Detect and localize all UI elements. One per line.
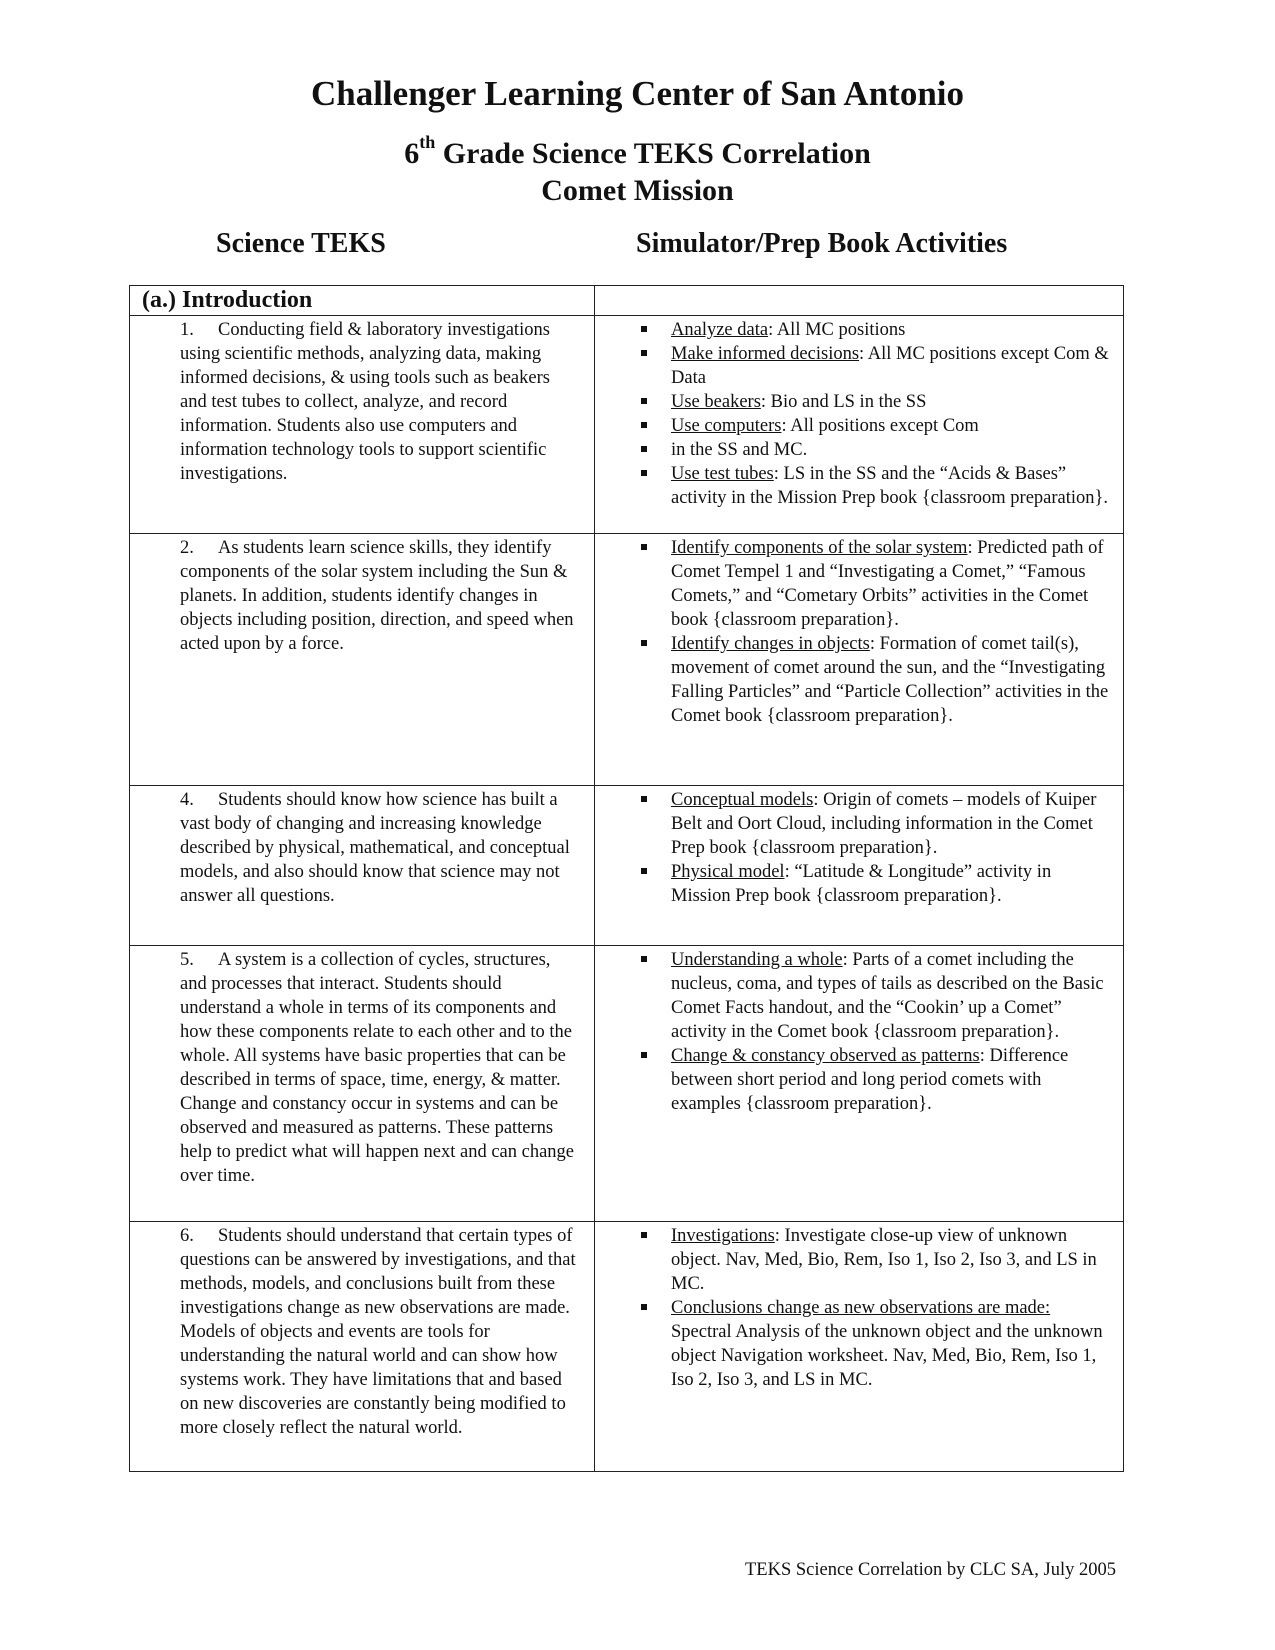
square-bullet-icon bbox=[641, 1052, 647, 1058]
teks-description: As students learn science skills, they identify components of the solar system including the Sun & planets. In addition, students identify changes in objects including position, direction, and speed when acted upon by a force. bbox=[180, 538, 574, 654]
square-bullet-icon bbox=[641, 796, 647, 802]
square-bullet-icon bbox=[641, 868, 647, 874]
section-empty-cell bbox=[595, 286, 1124, 316]
square-bullet-icon bbox=[641, 470, 647, 476]
activity-text: : LS in the SS and the “Acids & Bases” activity in the Mission Prep book {classroom preparation}. bbox=[671, 464, 1109, 508]
teks-number: 4. bbox=[180, 790, 194, 810]
activity-text: : All MC positions bbox=[768, 320, 906, 340]
section-heading: (a.) Introduction bbox=[130, 286, 595, 316]
teks-cell bbox=[130, 1222, 595, 1472]
square-bullet-icon bbox=[641, 1304, 647, 1310]
square-bullet-icon bbox=[641, 640, 647, 646]
table-row bbox=[130, 946, 1124, 1222]
activity-item bbox=[639, 1044, 1111, 1116]
teks-text bbox=[130, 316, 594, 486]
activity-text: : Origin of comets – models of Kuiper Belt and Oort Cloud, including information in the Comet Prep book {classroom preparation}. bbox=[671, 790, 1097, 858]
footer-note: TEKS Science Correlation by CLC SA, July 2005 bbox=[745, 1560, 1116, 1580]
table-row bbox=[130, 786, 1124, 946]
activity-item bbox=[639, 860, 1111, 908]
activity-list bbox=[595, 1222, 1123, 1392]
activity-list bbox=[595, 534, 1123, 728]
activity-item bbox=[639, 414, 1111, 438]
activity-label: Conceptual models bbox=[671, 790, 814, 810]
activities-cell bbox=[595, 316, 1124, 534]
teks-cell bbox=[130, 534, 595, 786]
square-bullet-icon bbox=[641, 350, 647, 356]
activity-list bbox=[595, 316, 1123, 510]
activity-label: Analyze data bbox=[671, 320, 769, 340]
table-row bbox=[130, 316, 1124, 534]
square-bullet-icon bbox=[641, 446, 647, 452]
activity-text: : All MC positions except Com & Data bbox=[671, 344, 1109, 388]
activities-cell bbox=[595, 1222, 1124, 1472]
square-bullet-icon bbox=[641, 422, 647, 428]
teks-text bbox=[130, 786, 594, 908]
activity-text: : Bio and LS in the SS bbox=[760, 392, 927, 412]
activity-text: : Parts of a comet including the nucleus, coma, and types of tails as described on the Basic Comet Facts handout, and the “Cookin’ up a Comet” activity in the Comet book {classroom preparation}. bbox=[671, 950, 1104, 1042]
activity-text: : Difference between short period and long period comets with examples {classroom preparation}. bbox=[671, 1046, 1069, 1114]
activity-item bbox=[639, 536, 1111, 632]
activity-item bbox=[639, 462, 1111, 510]
mission-title: Comet Mission bbox=[541, 174, 734, 207]
grade-suffix: th bbox=[419, 132, 436, 152]
activities-cell bbox=[595, 946, 1124, 1222]
teks-text bbox=[130, 1222, 594, 1440]
grade-number: 6 bbox=[404, 137, 420, 170]
activity-text: : Investigate close-up view of unknown object. Nav, Med, Bio, Rem, Iso 1, Iso 2, Iso 3, and LS in MC. bbox=[671, 1226, 1097, 1294]
table-row bbox=[130, 1222, 1124, 1472]
activity-item bbox=[639, 1296, 1111, 1392]
activity-label: Identify components of the solar system bbox=[671, 538, 968, 558]
teks-number: 2. bbox=[180, 538, 194, 558]
activity-item bbox=[639, 632, 1111, 728]
activity-label: Investigations bbox=[671, 1226, 775, 1246]
activity-label: Use computers bbox=[671, 416, 782, 436]
teks-number: 6. bbox=[180, 1226, 194, 1246]
activity-text: Spectral Analysis of the unknown object and the unknown object Navigation worksheet. Nav, Med, Bio, Rem, Iso 1, Iso 2, Iso 3, and LS in MC. bbox=[671, 1322, 1103, 1390]
document-subtitle bbox=[0, 132, 1275, 171]
activity-item bbox=[639, 318, 1111, 342]
square-bullet-icon bbox=[641, 326, 647, 332]
activity-item bbox=[639, 438, 1111, 462]
activity-item bbox=[639, 1224, 1111, 1296]
activity-text: : Formation of comet tail(s), movement of comet around the sun, and the “Investigating Falling Particles” and “Particle Collection” activities in the Comet book {classroom preparation}. bbox=[671, 634, 1109, 726]
activity-list bbox=[595, 946, 1123, 1116]
teks-number: 1. bbox=[180, 320, 194, 340]
activity-item bbox=[639, 390, 1111, 414]
activity-text: : “Latitude & Longitude” activity in Mission Prep book {classroom preparation}. bbox=[671, 862, 1052, 906]
activity-label: Make informed decisions bbox=[671, 344, 860, 364]
activity-label: Use beakers bbox=[671, 392, 761, 412]
activity-text: : Predicted path of Comet Tempel 1 and “Investigating a Comet,” “Famous Comets,” and “Cometary Orbits” activities in the Comet book {classroom preparation}. bbox=[671, 538, 1104, 630]
square-bullet-icon bbox=[641, 398, 647, 404]
teks-description: Conducting field & laboratory investigations using scientific methods, analyzing data, making informed decisions, & using tools such as beakers and test tubes to collect, analyze, and record information. Students also use computers and information technology tools to support scientific investigations. bbox=[180, 320, 550, 484]
document-title: Challenger Learning Center of San Antonio bbox=[310, 74, 965, 113]
teks-cell bbox=[130, 316, 595, 534]
teks-cell bbox=[130, 946, 595, 1222]
teks-number: 5. bbox=[180, 950, 194, 970]
teks-description: A system is a collection of cycles, structures, and processes that interact. Students should understand a whole in terms of its components and how these components relate to each other and to the whole. All systems have basic properties that can be described in terms of space, time, energy, & matter. Change and constancy occur in systems and can be observed and measured as patterns. These patterns help to predict what will happen next and can change over time. bbox=[180, 950, 575, 1186]
activity-label: Physical model bbox=[671, 862, 785, 882]
activity-item bbox=[639, 788, 1111, 860]
teks-description: Students should know how science has built a vast body of changing and increasing knowledge described by physical, mathematical, and conceptual models, and also should know that science may not answer all questions. bbox=[180, 790, 570, 906]
activity-text: : All positions except Com bbox=[781, 416, 979, 436]
activity-label: Understanding a whole bbox=[671, 950, 843, 970]
activity-label: Conclusions change as new observations are made: bbox=[671, 1298, 1051, 1318]
square-bullet-icon bbox=[641, 1232, 647, 1238]
square-bullet-icon bbox=[641, 544, 647, 550]
activity-item bbox=[639, 948, 1111, 1044]
activity-text: in the SS and MC. bbox=[671, 440, 808, 460]
section-row bbox=[130, 286, 1124, 316]
activity-label: Identify changes in objects bbox=[671, 634, 870, 654]
teks-text bbox=[130, 534, 594, 656]
table-row bbox=[130, 534, 1124, 786]
correlation-table bbox=[129, 285, 1124, 1472]
activity-label: Use test tubes bbox=[671, 464, 774, 484]
activities-cell bbox=[595, 534, 1124, 786]
teks-cell bbox=[130, 786, 595, 946]
subtitle-text: Grade Science TEKS Correlation bbox=[435, 137, 871, 170]
square-bullet-icon bbox=[641, 956, 647, 962]
activity-list bbox=[595, 786, 1123, 908]
activity-label: Change & constancy observed as patterns bbox=[671, 1046, 980, 1066]
teks-description: Students should understand that certain types of questions can be answered by investigations, and that methods, models, and conclusions built from these investigations change as new observations are made. Models of objects and events are tools for understanding the natural world and can show how systems work. They have limitations that and based on new discoveries are constantly being modified to more closely reflect the natural world. bbox=[180, 1226, 576, 1438]
activity-item bbox=[639, 342, 1111, 390]
column-heading-activities: Simulator/Prep Book Activities bbox=[636, 228, 1008, 259]
activities-cell bbox=[595, 786, 1124, 946]
column-heading-teks: Science TEKS bbox=[216, 228, 386, 259]
teks-text bbox=[130, 946, 594, 1188]
